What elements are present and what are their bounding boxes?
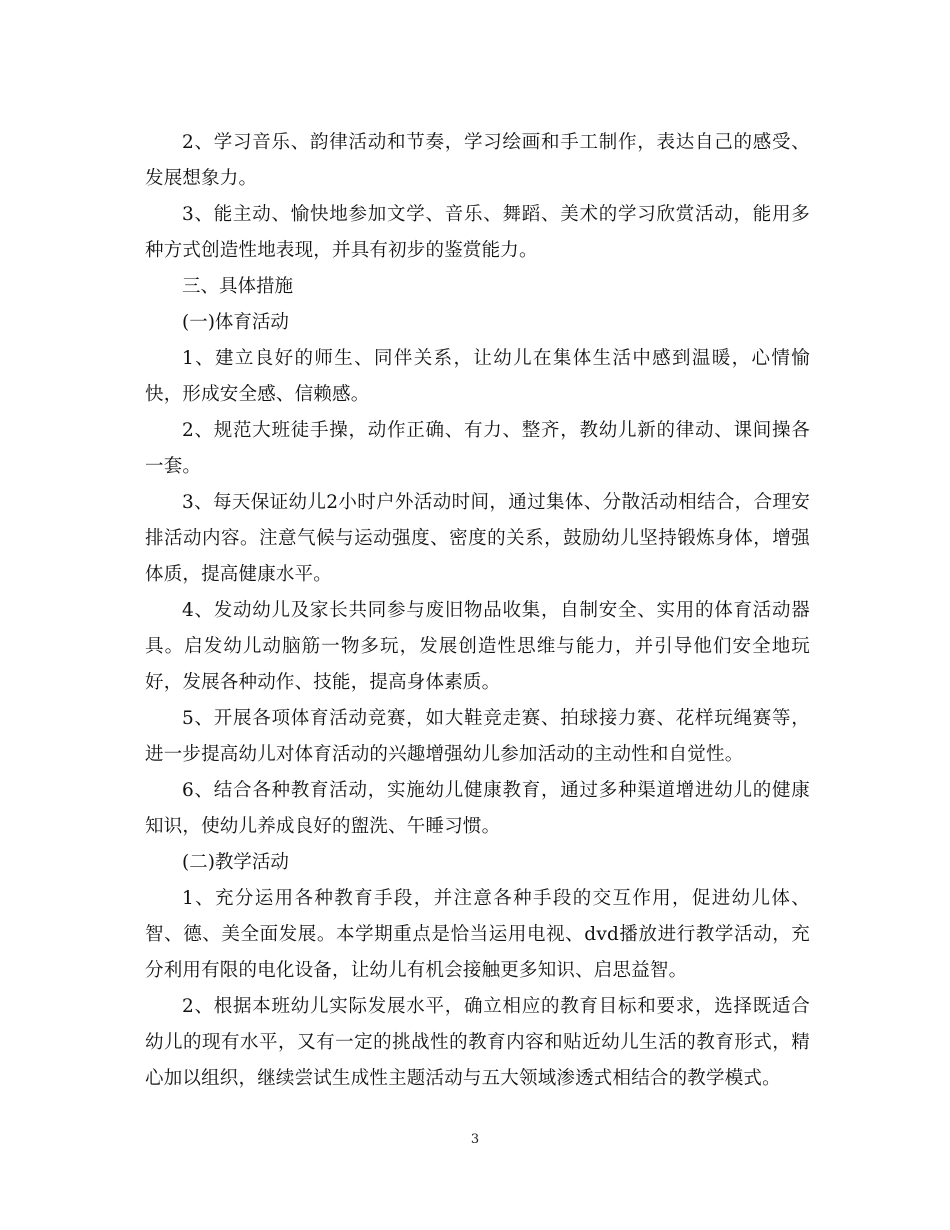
paragraph-sports-3: 3、每天保证幼儿2小时户外活动时间，通过集体、分散活动相结合，合理安排活动内容。注意气候与运动强度、密度的关系，鼓励幼儿坚持锻炼身体，增强体质，提高健康水平。: [145, 492, 810, 585]
section-heading-measures: 三、具体措施: [182, 276, 294, 297]
subsection-heading-sports: (一)体育活动: [182, 312, 289, 333]
paragraph-sports-1: 1、建立良好的师生、同伴关系，让幼儿在集体生活中感到温暖，心情愉快，形成安全感、信赖感。: [145, 348, 810, 405]
paragraph-sports-5: 5、开展各项体育活动竞赛，如大鞋竞走赛、拍球接力赛、花样玩绳赛等，进一步提高幼儿对体育活动的兴趣增强幼儿参加活动的主动性和自觉性。: [145, 708, 810, 765]
paragraph-goal-2: 2、学习音乐、韵律活动和节奏，学习绘画和手工制作，表达自己的感受、发展想象力。: [145, 132, 810, 189]
paragraph-teaching-1: 1、充分运用各种教育手段，并注意各种手段的交互作用，促进幼儿体、智、德、美全面发展。本学期重点是恰当运用电视、dvd播放进行教学活动，充分利用有限的电化设备，让幼儿有机会接触更多知识、启思益智。: [145, 888, 810, 981]
subsection-heading-teaching: (二)教学活动: [182, 852, 289, 873]
paragraph-teaching-2: 2、根据本班幼儿实际发展水平，确立相应的教育目标和要求，选择既适合幼儿的现有水平，又有一定的挑战性的教育内容和贴近幼儿生活的教育形式，精心加以组织，继续尝试生成性主题活动与五大领域渗透式相结合的教学模式。: [145, 996, 810, 1089]
page-number: 3: [470, 1132, 480, 1147]
paragraph-goal-3: 3、能主动、愉快地参加文学、音乐、舞蹈、美术的学习欣赏活动，能用多种方式创造性地表现，并具有初步的鉴赏能力。: [145, 204, 810, 261]
paragraph-sports-6: 6、结合各种教育活动，实施幼儿健康教育，通过多种渠道增进幼儿的健康知识，使幼儿养成良好的盥洗、午睡习惯。: [145, 780, 810, 837]
page-body: [145, 125, 810, 1097]
paragraph-sports-4: 4、发动幼儿及家长共同参与废旧物品收集，自制安全、实用的体育活动器具。启发幼儿动脑筋一物多玩，发展创造性思维与能力，并引导他们安全地玩好，发展各种动作、技能，提高身体素质。: [145, 600, 810, 693]
paragraph-sports-2: 2、规范大班徒手操，动作正确、有力、整齐，教幼儿新的律动、课间操各一套。: [145, 420, 810, 477]
